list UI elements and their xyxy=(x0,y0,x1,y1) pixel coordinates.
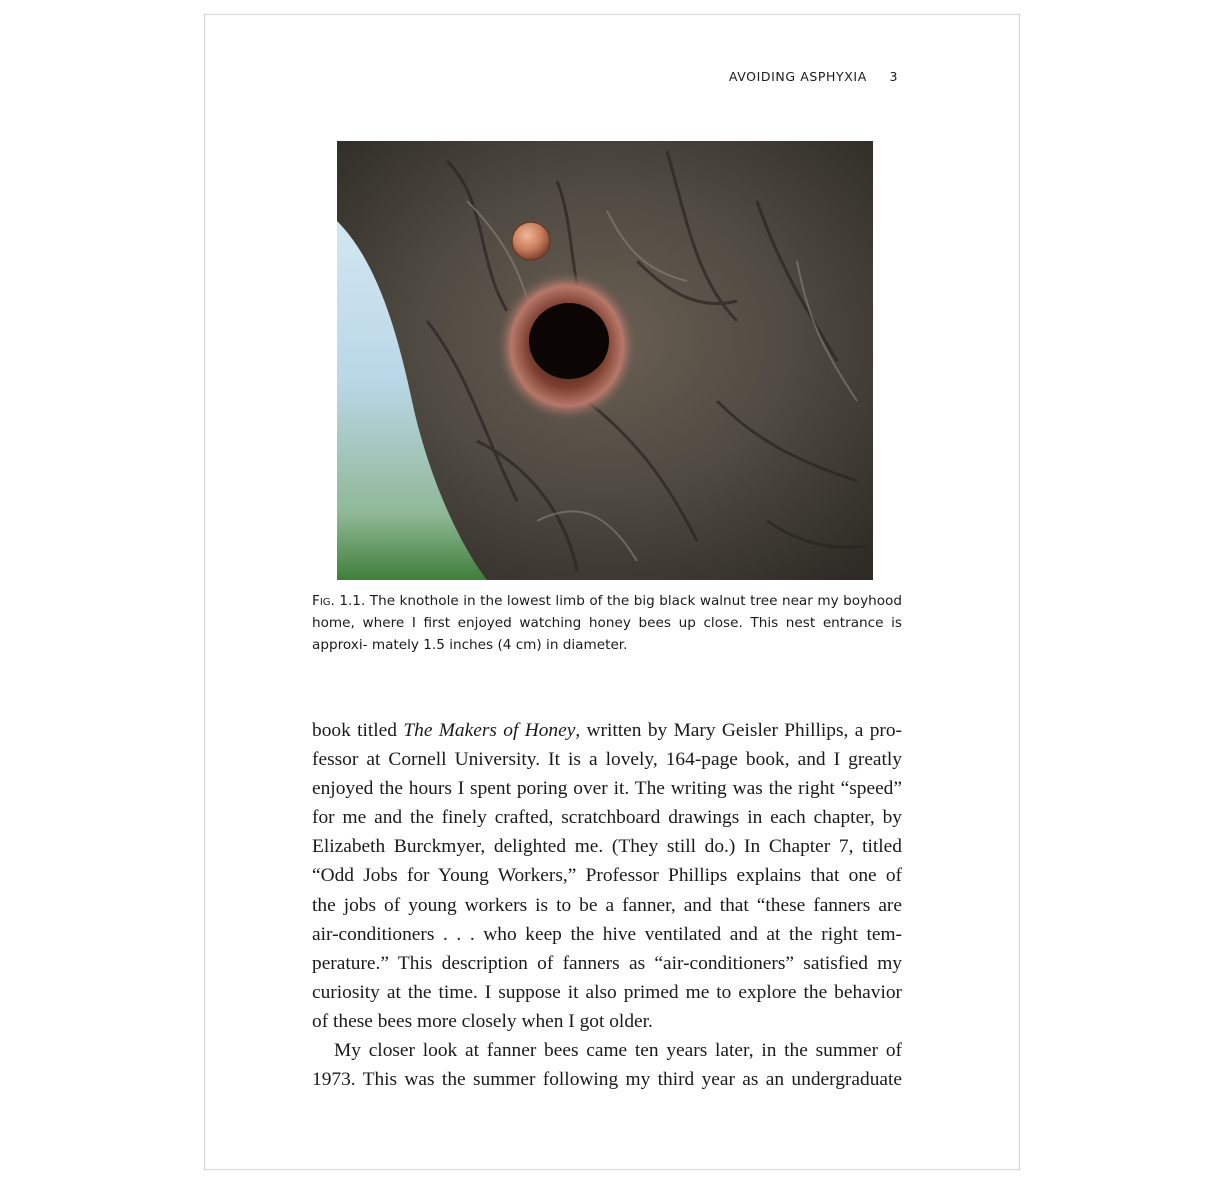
body-line: curiosity at the time. I suppose it also primed me to explore the behavior xyxy=(312,981,902,1003)
body-line: 1973. This was the summer following my third year as an undergraduate xyxy=(312,1069,902,1091)
figure-label: Fig. 1.1. xyxy=(312,593,366,609)
page-number: 3 xyxy=(889,69,898,84)
body-line: Elizabeth Burckmyer, delighted me. (They still do.) In Chapter 7, titled xyxy=(312,836,902,858)
body-line: of these bees more closely when I got older. xyxy=(312,1010,653,1032)
body-text xyxy=(312,716,902,1094)
body-line: for me and the finely crafted, scratchboard drawings in each chapter, by xyxy=(312,807,902,829)
knothole-photo xyxy=(337,141,873,580)
running-head-title: AVOIDING ASPHYXIA xyxy=(728,69,867,84)
body-line: the jobs of young workers is to be a fanner, and that “these fanners are xyxy=(312,894,902,916)
body-line: perature.” This description of fanners as “air-conditioners” satisfied my xyxy=(312,952,902,974)
body-line: air-conditioners . . . who keep the hive ventilated and at the right tem- xyxy=(312,923,902,945)
body-line xyxy=(312,716,902,745)
body-line-text: , written by Mary Geisler Phillips, a pro- xyxy=(575,720,903,741)
caption-line-1: The knothole in the lowest limb of the big black walnut tree near my boyhood xyxy=(365,593,902,609)
body-line-paragraph-start: My closer look at fanner bees came ten years later, in the summer of xyxy=(334,1040,902,1062)
caption-line-2: home, where I first enjoyed watching honey bees up close. This nest entrance is approxi- xyxy=(312,615,902,653)
body-line: fessor at Cornell University. It is a lovely, 164-page book, and I greatly xyxy=(312,749,902,771)
caption-line-3: mately 1.5 inches (4 cm) in diameter. xyxy=(371,637,628,653)
body-line: enjoyed the hours I spent poring over it. The writing was the right “speed” xyxy=(312,778,902,800)
book-title-italic: The Makers of Honey xyxy=(403,720,576,741)
running-head xyxy=(729,69,898,84)
body-line-text: book titled xyxy=(312,720,404,741)
knothole-photo-illustration xyxy=(337,141,873,580)
figure-caption xyxy=(312,590,902,656)
book-page xyxy=(204,14,1020,1170)
body-line: “Odd Jobs for Young Workers,” Professor Phillips explains that one of xyxy=(312,865,902,887)
